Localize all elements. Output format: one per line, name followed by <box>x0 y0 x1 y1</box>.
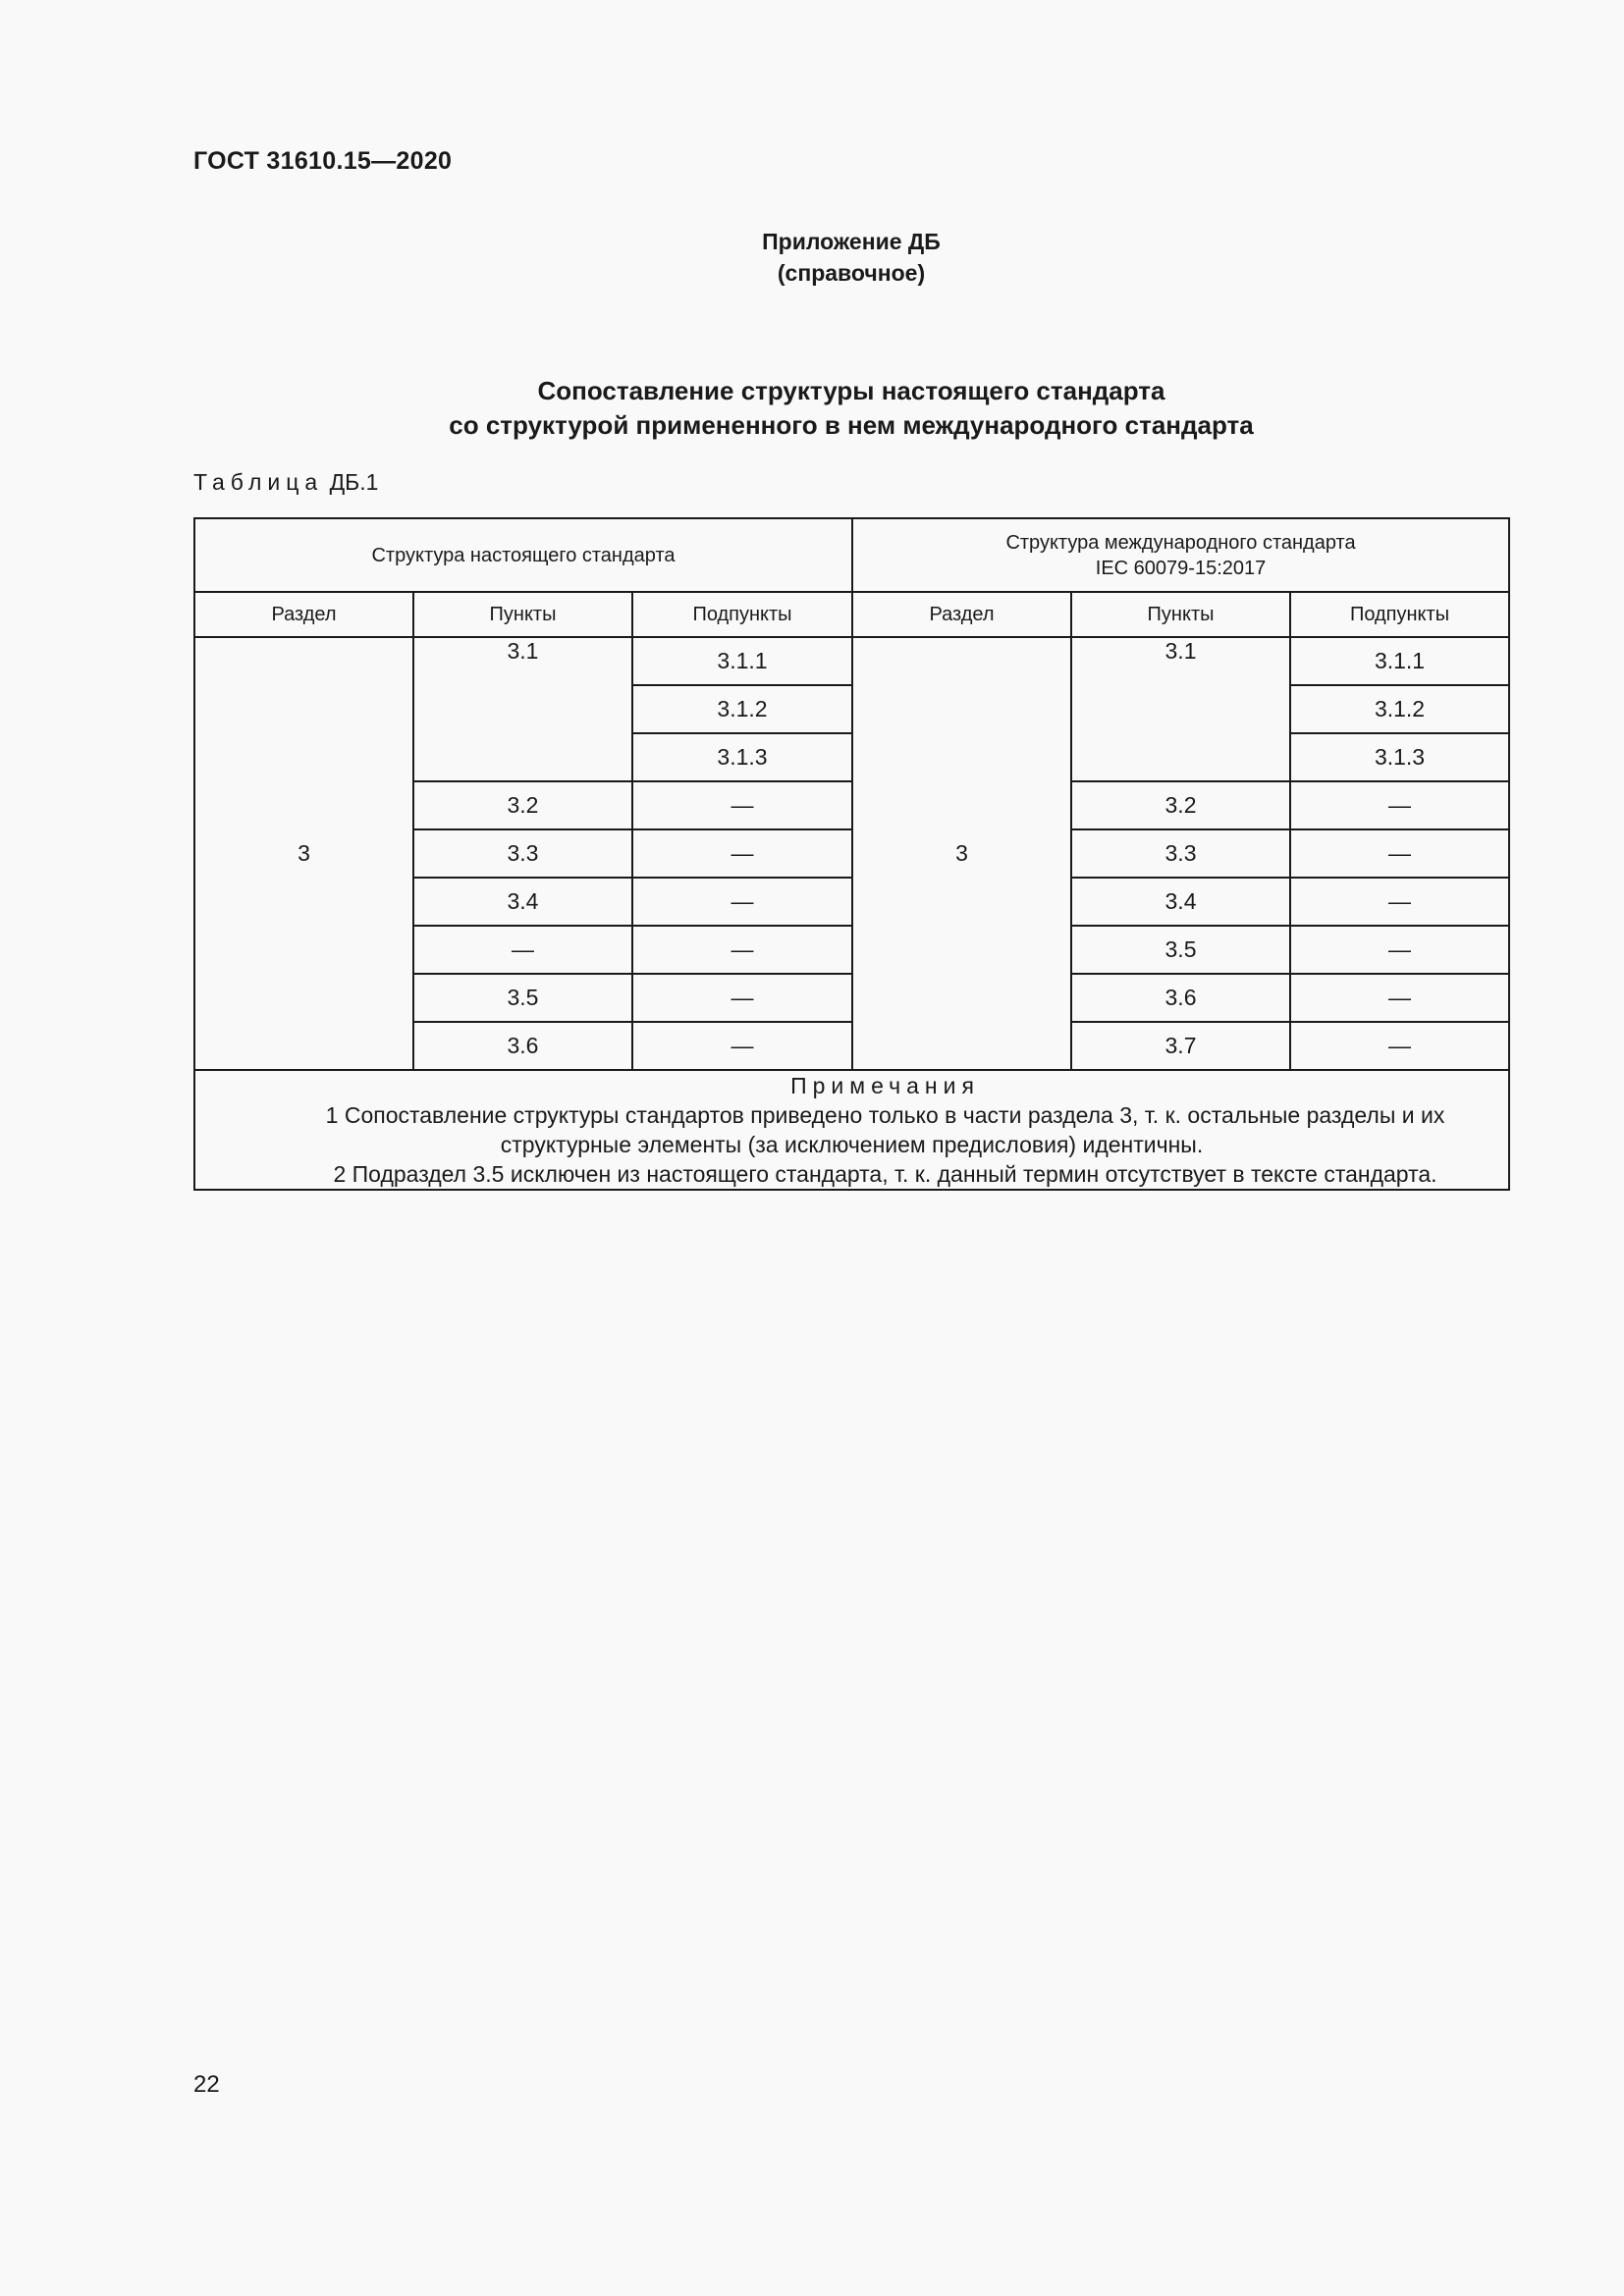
table-caption <box>193 469 378 496</box>
right-subitem-cell: — <box>1290 781 1509 829</box>
right-item-cell: 3.6 <box>1071 974 1290 1022</box>
left-subitem-cell: — <box>632 1022 852 1070</box>
group-header-right-line-1: Структура международного стандарта <box>1005 531 1356 554</box>
left-subitem-cell: — <box>632 781 852 829</box>
left-item-cell: — <box>413 926 632 974</box>
column-header: Подпункты <box>1290 592 1509 637</box>
structure-comparison-table <box>193 517 1510 1191</box>
left-item-cell: 3.5 <box>413 974 632 1022</box>
left-item-cell: 3.2 <box>413 781 632 829</box>
table-row <box>194 637 1509 685</box>
annex-title: Приложение ДБ <box>762 229 941 254</box>
table-caption-id: ДБ.1 <box>329 469 379 495</box>
notes-row <box>194 1070 1509 1190</box>
group-header-row <box>194 518 1509 592</box>
right-item-cell: 3.5 <box>1071 926 1290 974</box>
column-header: Пункты <box>1071 592 1290 637</box>
right-subitem-cell: — <box>1290 1022 1509 1070</box>
right-subitem-cell: — <box>1290 829 1509 878</box>
notes-cell <box>194 1070 1509 1190</box>
document-code: ГОСТ 31610.15—2020 <box>193 147 453 175</box>
column-header: Подпункты <box>632 592 852 637</box>
left-section-cell: 3 <box>194 637 413 1070</box>
right-subitem-cell: — <box>1290 878 1509 926</box>
left-item-cell: 3.6 <box>413 1022 632 1070</box>
right-subitem-cell: 3.1.2 <box>1290 685 1509 733</box>
group-header-left: Структура настоящего стандарта <box>194 518 852 592</box>
page-title <box>0 374 1624 443</box>
left-item-cell: 3.1 <box>413 637 632 781</box>
left-subitem-cell: — <box>632 926 852 974</box>
right-subitem-cell: — <box>1290 974 1509 1022</box>
note-2: 2 Подраздел 3.5 исключен из настоящего стандарта, т. к. данный термин отсутствует в тексте стандарта. <box>333 1161 1437 1187</box>
table-caption-word: Таблица <box>193 469 324 495</box>
right-item-cell: 3.3 <box>1071 829 1290 878</box>
right-subitem-cell: — <box>1290 926 1509 974</box>
left-subitem-cell: 3.1.1 <box>632 637 852 685</box>
column-header: Раздел <box>194 592 413 637</box>
right-item-cell: 3.4 <box>1071 878 1290 926</box>
column-header-row <box>194 592 1509 637</box>
annex-kind: (справочное) <box>777 260 926 286</box>
left-subitem-cell: 3.1.3 <box>632 733 852 781</box>
left-subitem-cell: — <box>632 878 852 926</box>
left-item-cell: 3.3 <box>413 829 632 878</box>
notes-title: Примечания <box>790 1073 980 1098</box>
group-header-right <box>852 518 1509 592</box>
right-section-cell: 3 <box>852 637 1071 1070</box>
right-subitem-cell: 3.1.1 <box>1290 637 1509 685</box>
column-header: Пункты <box>413 592 632 637</box>
annex-heading <box>0 226 1624 289</box>
left-subitem-cell: 3.1.2 <box>632 685 852 733</box>
group-header-right-line-2: IEC 60079-15:2017 <box>1095 557 1267 579</box>
page-number: 22 <box>193 2071 220 2098</box>
column-header: Раздел <box>852 592 1071 637</box>
note-1: 1 Сопоставление структуры стандартов приведено только в части раздела 3, т. к. остальные разделы и их структурные элементы (за исключением предисловия) идентичны. <box>325 1102 1445 1157</box>
right-subitem-cell: 3.1.3 <box>1290 733 1509 781</box>
left-subitem-cell: — <box>632 829 852 878</box>
right-item-cell: 3.2 <box>1071 781 1290 829</box>
right-item-cell: 3.1 <box>1071 637 1290 781</box>
title-line-1: Сопоставление структуры настоящего стандарта <box>537 376 1165 405</box>
left-subitem-cell: — <box>632 974 852 1022</box>
left-item-cell: 3.4 <box>413 878 632 926</box>
right-item-cell: 3.7 <box>1071 1022 1290 1070</box>
title-line-2: со структурой примененного в нем международного стандарта <box>449 410 1254 440</box>
